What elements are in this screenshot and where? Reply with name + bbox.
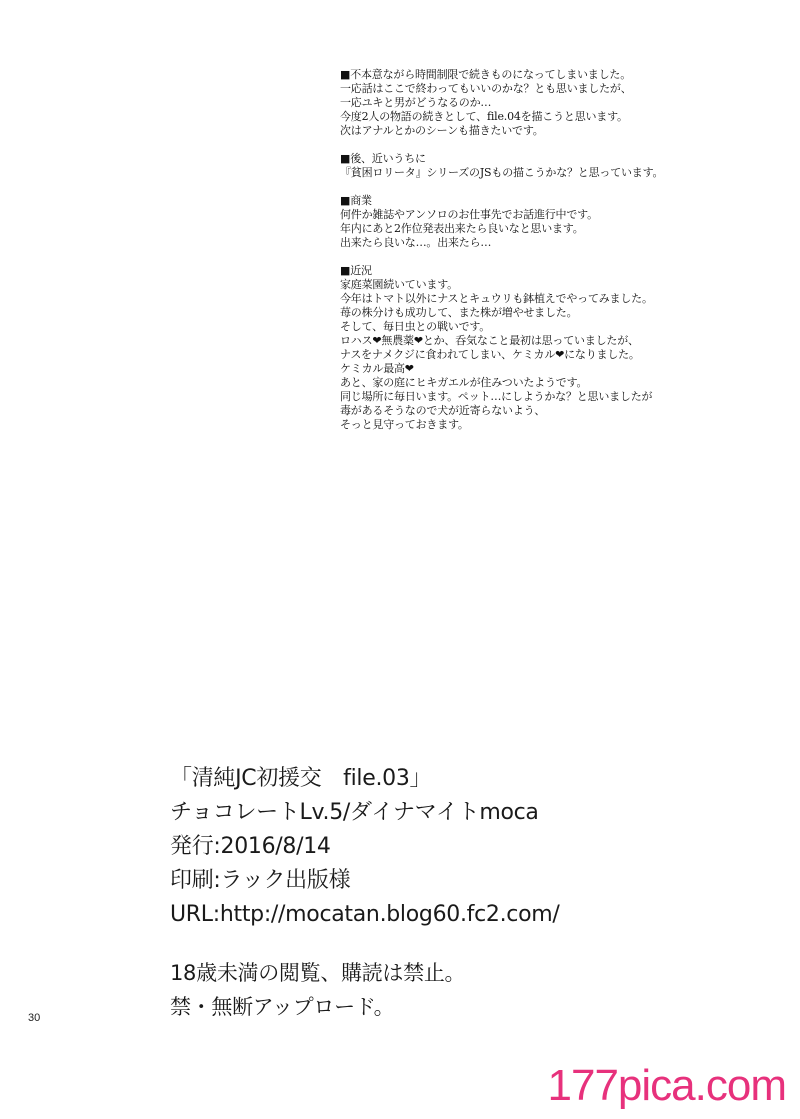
section-heading: ■商業 xyxy=(340,194,372,207)
section-line: ロハス❤無農薬❤とか、呑気なこと最初は思っていましたが、 xyxy=(340,334,639,347)
age-restriction-notice: 18歳未満の閲覧、購読は禁止。 xyxy=(170,961,466,985)
upload-ban-notice: 禁・無断アップロード。 xyxy=(170,995,395,1019)
afterword-text xyxy=(340,68,780,446)
section-line: 一応話はここで終わってもいいのかな？とも思いましたが、 xyxy=(340,82,632,95)
section-line: 苺の株分けも成功して、また株が増やせました。 xyxy=(340,306,578,319)
section-line: 毒があるそうなので犬が近寄らないよう、 xyxy=(340,404,546,417)
section-line: ケミカル最高❤ xyxy=(340,362,414,375)
section-heading: ■近況 xyxy=(340,264,372,277)
afterword-section-serialization xyxy=(340,68,780,138)
afterword-section-commercial xyxy=(340,194,780,250)
legal-notice xyxy=(170,956,770,1024)
publish-date: 発行:2016/8/14 xyxy=(170,834,331,859)
section-heading: ■後、近いうちに xyxy=(340,152,426,165)
section-line: 何件か雑誌やアンソロのお仕事先でお話進行中です。 xyxy=(340,208,598,221)
section-line: 出来たら良いな…。出来たら… xyxy=(340,236,492,249)
afterword-section-recent-news xyxy=(340,264,780,432)
section-line: 次はアナルとかのシーンも描きたいです。 xyxy=(340,124,544,137)
section-line: 今度2人の物語の続きとして、file.04を描こうと思います。 xyxy=(340,110,628,123)
section-line: 家庭菜園続いています。 xyxy=(340,278,458,291)
section-line: あと、家の庭にヒキガエルが住みついたようです。 xyxy=(340,376,588,389)
section-line: そして、毎日虫との戦いです。 xyxy=(340,320,491,333)
circle-name: チョコレートLv.5/ダイナマイトmoca xyxy=(170,800,539,825)
section-line: 同じ場所に毎日います。ペット…にしようかな？と思いましたが xyxy=(340,390,653,403)
section-line: 今年はトマト以外にナスとキュウリも鉢植えでやってみました。 xyxy=(340,292,653,305)
website-url: URL:http://mocatan.blog60.fc2.com/ xyxy=(170,902,560,927)
section-line: ナスをナメクジに食われてしまい、ケミカル❤になりました。 xyxy=(340,348,640,361)
section-line: 『貧困ロリータ』シリーズのJSもの描こうかな？と思っています。 xyxy=(340,166,664,179)
section-line: そっと見守っておきます。 xyxy=(340,418,469,431)
page-number: 30 xyxy=(28,1012,41,1024)
printer-name: 印刷:ラック出版様 xyxy=(170,868,351,893)
book-title: 「清純JC初援交 file.03」 xyxy=(170,766,432,791)
watermark-logo: 177pica.com xyxy=(547,1061,786,1110)
section-line: 年内にあと2作位発表出来たら良いなと思います。 xyxy=(340,222,584,235)
afterword-section-next-work xyxy=(340,152,780,180)
section-line: 一応ユキと男がどうなるのか… xyxy=(340,96,492,109)
colophon xyxy=(170,762,770,932)
section-heading: ■不本意ながら時間制限で続きものになってしまいました。 xyxy=(340,68,631,81)
